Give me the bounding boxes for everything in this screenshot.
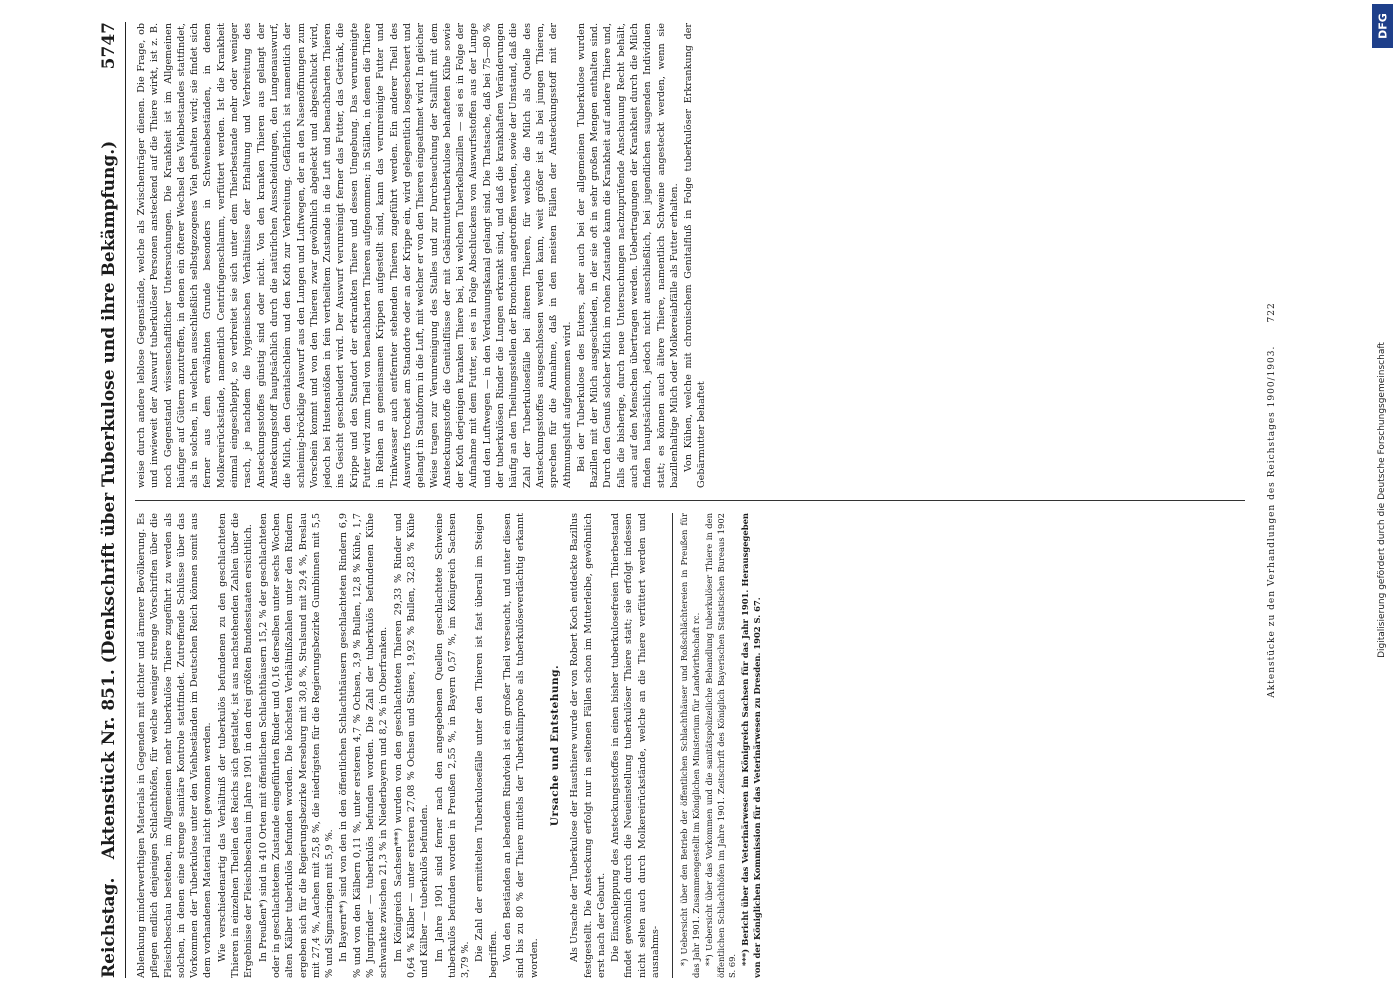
dfg-logo — [1372, 4, 1393, 48]
column-divider — [135, 500, 1245, 501]
paragraph: Von den Beständen an lebendem Rindvieh ist ein großer Theil verseucht, und unter diesen sind bis zu 80 % der Thiere mittels der Tuberkulinprobe als tuberkulöseverdächtig erkannt worden. — [502, 513, 540, 978]
footnotes — [672, 513, 763, 978]
page-number: 5747 — [99, 22, 119, 70]
paragraph: Die Zahl der ermittelten Tuberkulosefälle unter den Thieren ist fast überall im Steigen begriffen. — [474, 513, 499, 978]
page-content — [95, 22, 1305, 978]
paragraph: weise durch andere leblose Gegenstände, welche als Zwischenträger dienen. Die Frage, ob und inwieweit der Auswurf tuberkulöser Personen ansteckend auf die Thiere wirkt, ist z. B. noch Gegenstand wissenschaftlicher Untersuchungen. Die Krankheit ist im Allgemeinen häufiger auf Gütern anzutreffen, in denen ein öfterer Wechsel des Viehbestandes stattfindet, als in solchen, in welchen ausschließlich selbstgezogenes Vieh gehalten wird; sie findet sich ferner aus dem erwähnten Grunde besonders in Schweinebeständen, in denen Molkereirückstände, namentlich Centrifugenschlamm, verfüttert werden. Ist die Krankheit einmal eingeschleppt, so verbreitet sie sich unter dem Thierbestande mehr oder weniger rasch, je nachdem die hygienischen Verhältnisse der Erhaltung und Verbreitung des Ansteckungsstoffes günstig sind oder nicht. Von den kranken Thieren aus gelangt der Ansteckungsstoff hauptsächlich durch die natürlichen Ausscheidungen, den Lungenauswurf, die Milch, den Genitalschleim und den Koth zur Verbreitung. Gefährlich ist namentlich der schleimig-bröcklige Auswurf aus den Lungen und Luftwegen, der an den Nasenöffnungen zum Vorschein kommt und von den Thieren zwar gewöhnlich abgeleckt und abgeschluckt wird, jedoch bei Hustenstößen in fein vertheiltem Zustande in die Luft und benachbarten Thieren ins Gesicht geschleudert wird. Der Auswurf verunreinigt ferner das Futter, das Getränk, die Krippe und den Standort der erkrankten Thiere und dessen Umgebung. Das verunreinigte Futter wird zum Theil von benachbarten Thieren aufgenommen; in Ställen, in denen die Thiere in Reihen an gemeinsamen Krippen aufgestellt sind, kann das verunreinigte Futter und Trinkwasser auch entfernter stehenden Thieren zugeführt werden. Ein anderer Theil des Auswurfs trocknet am Standorte oder an der Krippe ein, wird gelegentlich losgescheuert und gelangt in Staubform in die Luft, mit welcher er von den Thieren eingeathmet wird. In gleicher Weise tragen zur Verunreinigung des Stalles und zur Durchseuchung der Stallluft mit dem Ansteckungsstoffe die Genitalflüsse der mit Gebärmuttertuberkulose behafteten Kühe sowie der Koth derjenigen kranken Thiere bei, bei welchen Tuberkelbazillen — sei es in Folge der Aufnahme mit dem Futter, sei es in Folge Abschluckens von Auswurfsstoffen aus der Lunge und den Luftwegen — in den Verdauungskanal gelangt sind. Die Thatsache, daß bei 75—80 % der tuberkulösen Rinder die Lungen erkrankt sind, und daß die krankhaften Veränderungen häufig an den Theilungsstellen der Bronchien angetroffen werden, sowie der Umstand, daß die Zahl der Tuberkulosefälle bei älteren Thieren, für welche die Milch als Quelle des Ansteckungsstoffes ausgeschlossen werden kann, weit größer ist als bei jungen Thieren, sprechen für die Annahme, daß in den meisten Fällen der Ansteckungsstoff mit der Athmungsluft aufgenommen wird. — [136, 23, 573, 488]
section-title: Ursache und Entstehung. — [548, 664, 561, 827]
paragraph: Als Ursache der Tuberkulose der Hausthiere wurde der von Robert Koch entdeckte Bazillus festgestellt. Die Ansteckung erfolgt nur in seltenen Fällen schon im Mutterleibe, gewöhnlich erst nach der Geburt. — [569, 513, 607, 978]
header-left: Reichstag. — [99, 877, 119, 978]
side-stamp — [1368, 0, 1397, 1000]
paragraph: Ablenkung minderwerthigen Materials in Gegenden mit dichter und ärmerer Bevölkerung. Es pflegen endlich denjenigen Schlachthöfen, für welche weniger strenge Vorschriften über die Fleischbeschau bestehen, im Allgemeinen mehr tuberkulöse Thiere zugeführt zu werden als solchen, in denen eine strenge sanitäre Kontrole stattfindet. Zutreffende Schlüsse über das Vorkommen der Tuberkulose unter den Viehbeständen im Deutschen Reich können somit aus dem vorhandenen Material nicht gewonnen werden. — [136, 513, 214, 978]
paragraph: Wie verschiedenartig das Verhältniß der tuberkulös befundenen zu den geschlachteten Thieren in einzelnen Theilen des Reichs sich gestaltet, ist aus nachstehenden Zahlen über die Ergebnisse der Fleischbeschau im Jahre 1901 in den drei größten Bundesstaaten ersichtlich. — [216, 513, 255, 978]
page-footer-text: Aktenstücke zu den Verhandlungen des Reichstages 1900/1903. — [1267, 345, 1277, 698]
paragraph: In Preußen*) sind in 410 Orten mit öffentlichen Schlachthäusern 15,2 % der geschlachteten oder in geschlachtetem Zustande eingeführten Rinder und 0,16 derselben unter sechs Wochen alten Kälber tuberkulös befunden worden. Die höchsten Verhältnißzahlen unter den Rindern ergeben sich für die Regierungsbezirke Merseburg mit 30,8 %, Stralsund mit 29,4 %, Breslau mit 27,4 %, Aachen mit 25,8 %, die niedrigsten für die Regierungsbezirke Gumbinnen mit 5,5 % und Sigmaringen mit 5,9 %. — [257, 513, 336, 978]
right-column — [135, 23, 1255, 488]
paragraph: Im Königreich Sachsen***) wurden von den geschlachteten Thieren 29,33 % Rinder und 0,64 % Kälber — unter ersteren 27,08 % Ochsen und Stiere, 19,92 % Bullen, 32,83 % Kühe und Kälber — tuberkulös befunden. — [392, 513, 431, 978]
paragraph: Von Kühen, welche mit chronischem Genitalfluß in Folge tuberkulöser Erkrankung der Gebärmutter behaftet — [683, 23, 708, 488]
paragraph: In Bayern**) sind von den in den öffentlichen Schlachthäusern geschlachteten Rindern 6,9 % und von den Kälbern 0,11 %, unter ersteren 4,7 % Ochsen, 3,9 % Bullen, 12,8 % Kühe, 1,7 % Jungrinder — tuberkulös befunden worden. Die Zahl der tuberkulös befundenen Kühe schwankte zwischen 21,3 % in Niederbayern und 8,2 % in Oberfranken. — [338, 513, 390, 978]
page-footer — [1267, 22, 1277, 978]
left-column — [135, 513, 1255, 978]
page-signature: 722 — [1267, 302, 1277, 323]
footnote: *) Uebersicht über den Betrieb der öffentlichen Schlachthäuser und Roßschlächtereien in Preußen für das Jahr 1901. Zusammengestellt im Königlichen Ministerium für Landwirthschaft rc. — [679, 513, 701, 978]
funding-notice: Digitalisierung gefördert durch die Deutsche Forschungsgemeinschaft — [1377, 342, 1387, 658]
footnote: **) Uebersicht über das Vorkommen und die sanitätspolizeiliche Behandlung tuberkulöser Thiere in den öffentlichen Schlachthöfen im Jahre 1901. Zeitschrift des Königlich Bayerischen Statistischen Bureaus 1902 S. 69. — [704, 513, 737, 978]
paragraph: Im Jahre 1901 sind ferner nach den angegebenen Quellen geschlachtete Schweine tuberkulös befunden worden in Preußen 2,55 %, in Bayern 0,57 %, im Königreich Sachsen 3,79 %. — [433, 513, 472, 978]
header-title: Aktenstück Nr. 851. (Denkschrift über Tuberkulose und ihre Bekämpfung.) — [99, 140, 119, 860]
dfg-logo-text: DFG — [1376, 13, 1389, 39]
footnote: ***) Bericht über das Veterinärwesen im Königreich Sachsen für das Jahr 1901. Herausgegeben von der Königlichen Kommission für das Veterinärwesen zu Dresden. 1902 S. 67. — [740, 513, 762, 978]
paragraph: Bei der Tuberkulose des Euters, aber auch bei der allgemeinen Tuberkulose wurden Bazillen mit der Milch ausgeschieden, in der sie oft in sehr großen Mengen enthalten sind. Durch den Genuß solcher Milch im rohen Zustande kann die Krankheit auf andere Thiere und, falls die bisherige, durch neue Untersuchungen nachzuprüfende Anschauung Recht behält, auch auf den Menschen übertragen werden. Uebertragungen der Krankheit durch die Milch finden hauptsächlich, jedoch nicht ausschließlich, bei jugendlichen saugenden Individuen statt; es können auch ältere Thiere, namentlich Schweine angesteckt werden, wenn sie bazillenhaltige Milch oder Molkereiabfälle als Futter erhalten. — [575, 23, 680, 488]
paragraph: Die Einschleppung des Ansteckungsstoffes in einen bisher tuberkulosefreien Thierbestand findet gewöhnlich durch die Neueinstellung tuberkulöser Thiere statt; sie erfolgt indessen nicht selten auch durch Molkereirückstände, welche an die Thiere verfüttert werden und ausnahms- — [610, 513, 661, 978]
page-header — [95, 22, 126, 978]
